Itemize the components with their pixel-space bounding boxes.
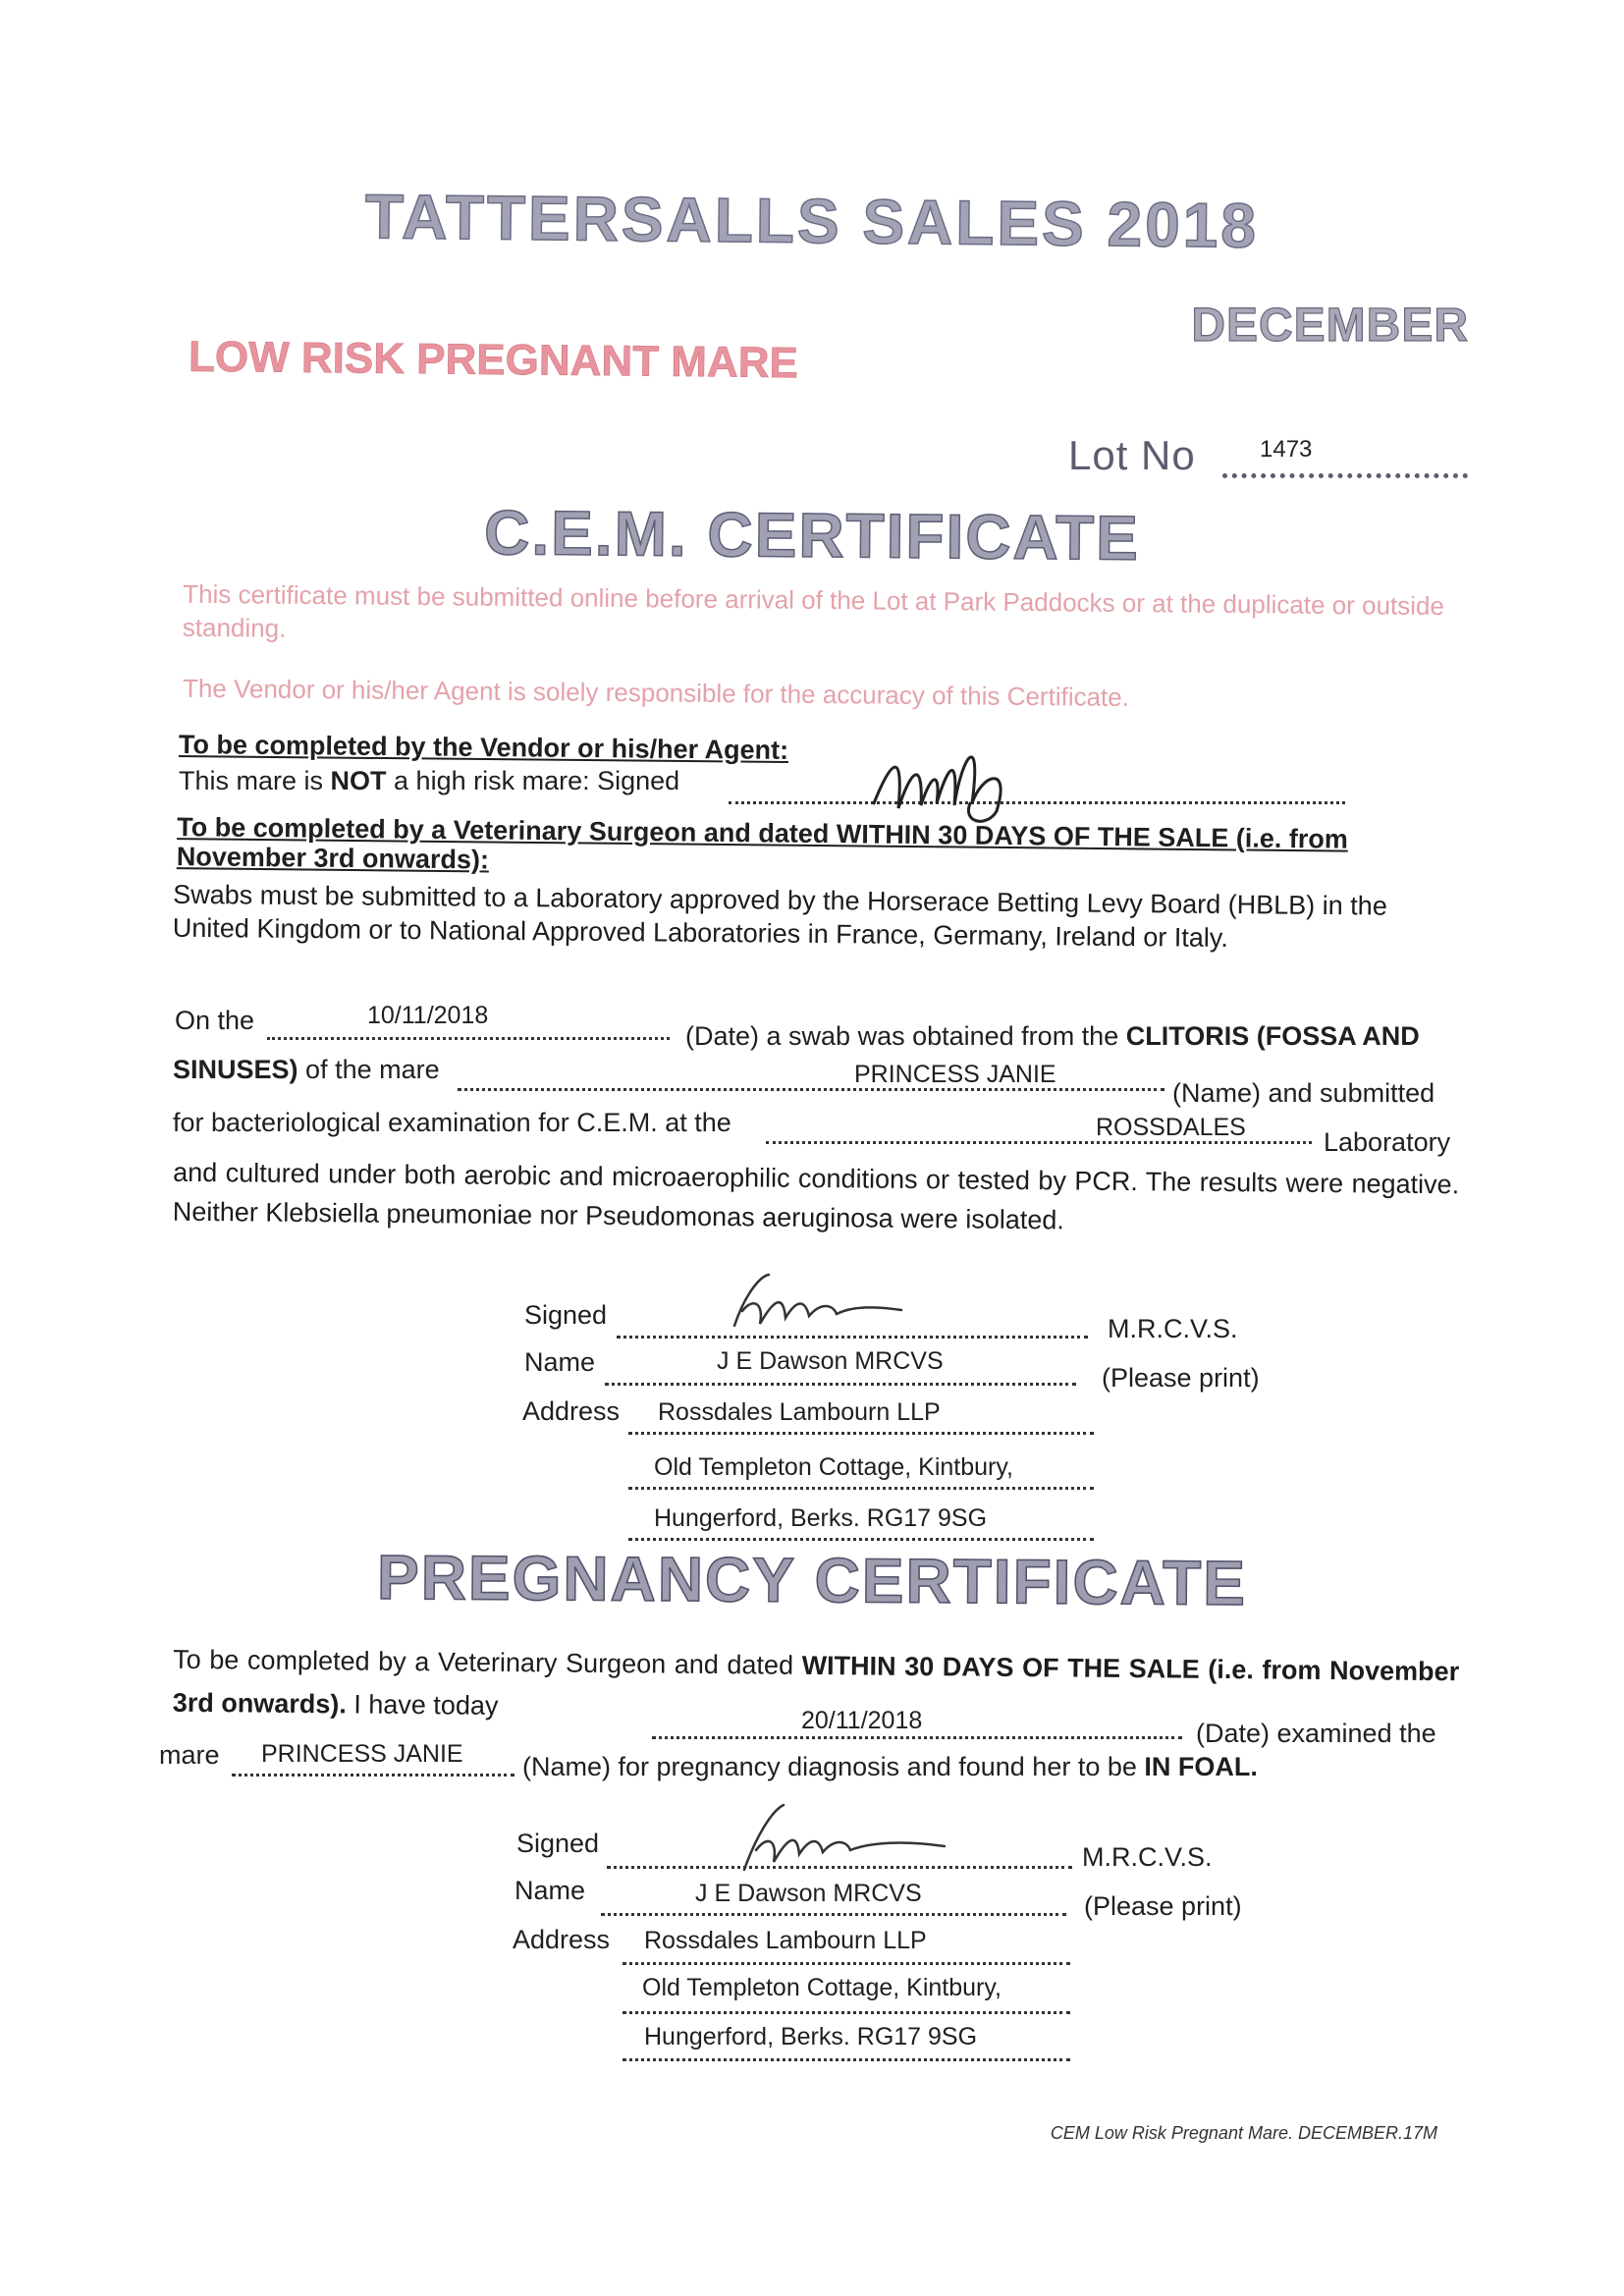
mare-line-label: SINUSES) of the mare: [173, 1055, 440, 1084]
swab-date-value: 10/11/2018: [367, 1002, 489, 1029]
pregnancy-vet-signature: [727, 1797, 952, 1876]
cem-signed-label: Signed: [524, 1300, 608, 1330]
culture-result-text: and cultured under both aerobic and microaerophilic conditions or tested by PCR. The results were negative. Neither Klebsiella pneumoniae nor Pseudomonas aeruginosa were isolated.: [172, 1157, 1460, 1235]
pregnancy-intro: To be completed by a Veterinary Surgeon and dated WITHIN 30 DAYS OF THE SALE (i.e. from November 3rd onwards). I have today: [172, 1644, 1460, 1721]
pregnancy-date-value: 20/11/2018: [801, 1707, 923, 1734]
pregnancy-please-print: (Please print): [1084, 1891, 1242, 1921]
on-the-label: On the: [175, 1006, 255, 1035]
cem-name-label: Name: [524, 1347, 596, 1377]
lot-label: Lot No: [1068, 432, 1196, 478]
risk-category: LOW RISK PREGNANT MARE: [188, 332, 799, 388]
pregnancy-vet-name-value: J E Dawson MRCVS: [695, 1880, 922, 1907]
cem-address-line-2: Old Templeton Cottage, Kintbury,: [654, 1453, 1013, 1481]
pregnancy-address-line-2: Old Templeton Cottage, Kintbury,: [642, 1974, 1001, 2001]
vendor-statement: This mare is NOT a high risk mare: Signed: [179, 766, 680, 795]
cem-vet-name-value: J E Dawson MRCVS: [717, 1347, 944, 1375]
vendor-heading: To be completed by the Vendor or his/her Agent:: [178, 730, 789, 765]
sale-month: DECEMBER: [1191, 300, 1469, 352]
laboratory-tail: Laboratory: [1324, 1127, 1451, 1157]
exam-text: for bacteriological examination for C.E.M. at the: [173, 1108, 731, 1137]
pregnancy-signed-label: Signed: [516, 1829, 600, 1858]
pregnancy-mare-label: mare: [159, 1740, 220, 1770]
vet-heading: To be completed by a Veterinary Surgeon and dated WITHIN 30 DAYS OF THE SALE (i.e. from November 3rd onwards):: [176, 812, 1349, 875]
pregnancy-certificate-title: PREGNANCY CERTIFICATE: [376, 1541, 1248, 1619]
form-code: CEM Low Risk Pregnant Mare. DECEMBER.17M: [1050, 2123, 1437, 2143]
cem-mare-name-value: PRINCESS JANIE: [854, 1061, 1056, 1088]
cem-certificate-title: C.E.M. CERTIFICATE: [483, 497, 1141, 574]
cem-mrcvs: M.R.C.V.S.: [1108, 1314, 1238, 1343]
lot-number-value: 1473: [1260, 436, 1313, 463]
pregnancy-date-tail: (Date) examined the: [1196, 1719, 1436, 1748]
cem-address-line-1: Rossdales Lambourn LLP: [658, 1398, 941, 1426]
swab-date-tail: (Date) a swab was obtained from the CLITORIS (FOSSA AND: [685, 1021, 1420, 1051]
sales-title: TATTERSALLS SALES 2018: [364, 181, 1260, 261]
pregnancy-diagnosis-text: (Name) for pregnancy diagnosis and found her to be IN FOAL.: [522, 1752, 1258, 1781]
vendor-signature: [864, 735, 1041, 833]
pregnancy-mrcvs: M.R.C.V.S.: [1082, 1842, 1213, 1872]
submission-notice: This certificate must be submitted online before arrival of the Lot at Park Paddocks or at the duplicate or outside standing.: [182, 578, 1445, 643]
cem-mare-name-field[interactable]: [458, 1063, 1164, 1091]
cem-address-label: Address: [522, 1396, 621, 1426]
pregnancy-address-label: Address: [513, 1925, 611, 1954]
pregnancy-address-line-1: Rossdales Lambourn LLP: [644, 1927, 927, 1954]
pregnancy-mare-name-value: PRINCESS JANIE: [261, 1740, 463, 1768]
laboratory-value: ROSSDALES: [1096, 1114, 1246, 1141]
cem-please-print: (Please print): [1102, 1363, 1260, 1393]
swabs-note: Swabs must be submitted to a Laboratory approved by the Horserace Betting Levy Board (HBLB) in the United Kingdom or to National Approved Laboratories in France, Germany, Ireland or Italy.: [172, 879, 1387, 954]
pregnancy-address-line-3: Hungerford, Berks. RG17 9SG: [644, 2023, 978, 2050]
cem-address-line-3: Hungerford, Berks. RG17 9SG: [654, 1504, 988, 1532]
responsibility-notice: The Vendor or his/her Agent is solely responsible for the accuracy of this Certificate.: [182, 673, 1130, 712]
pregnancy-name-label: Name: [514, 1876, 586, 1905]
cem-vet-signature: [715, 1267, 911, 1336]
cem-name-tail: (Name) and submitted: [1172, 1078, 1435, 1108]
